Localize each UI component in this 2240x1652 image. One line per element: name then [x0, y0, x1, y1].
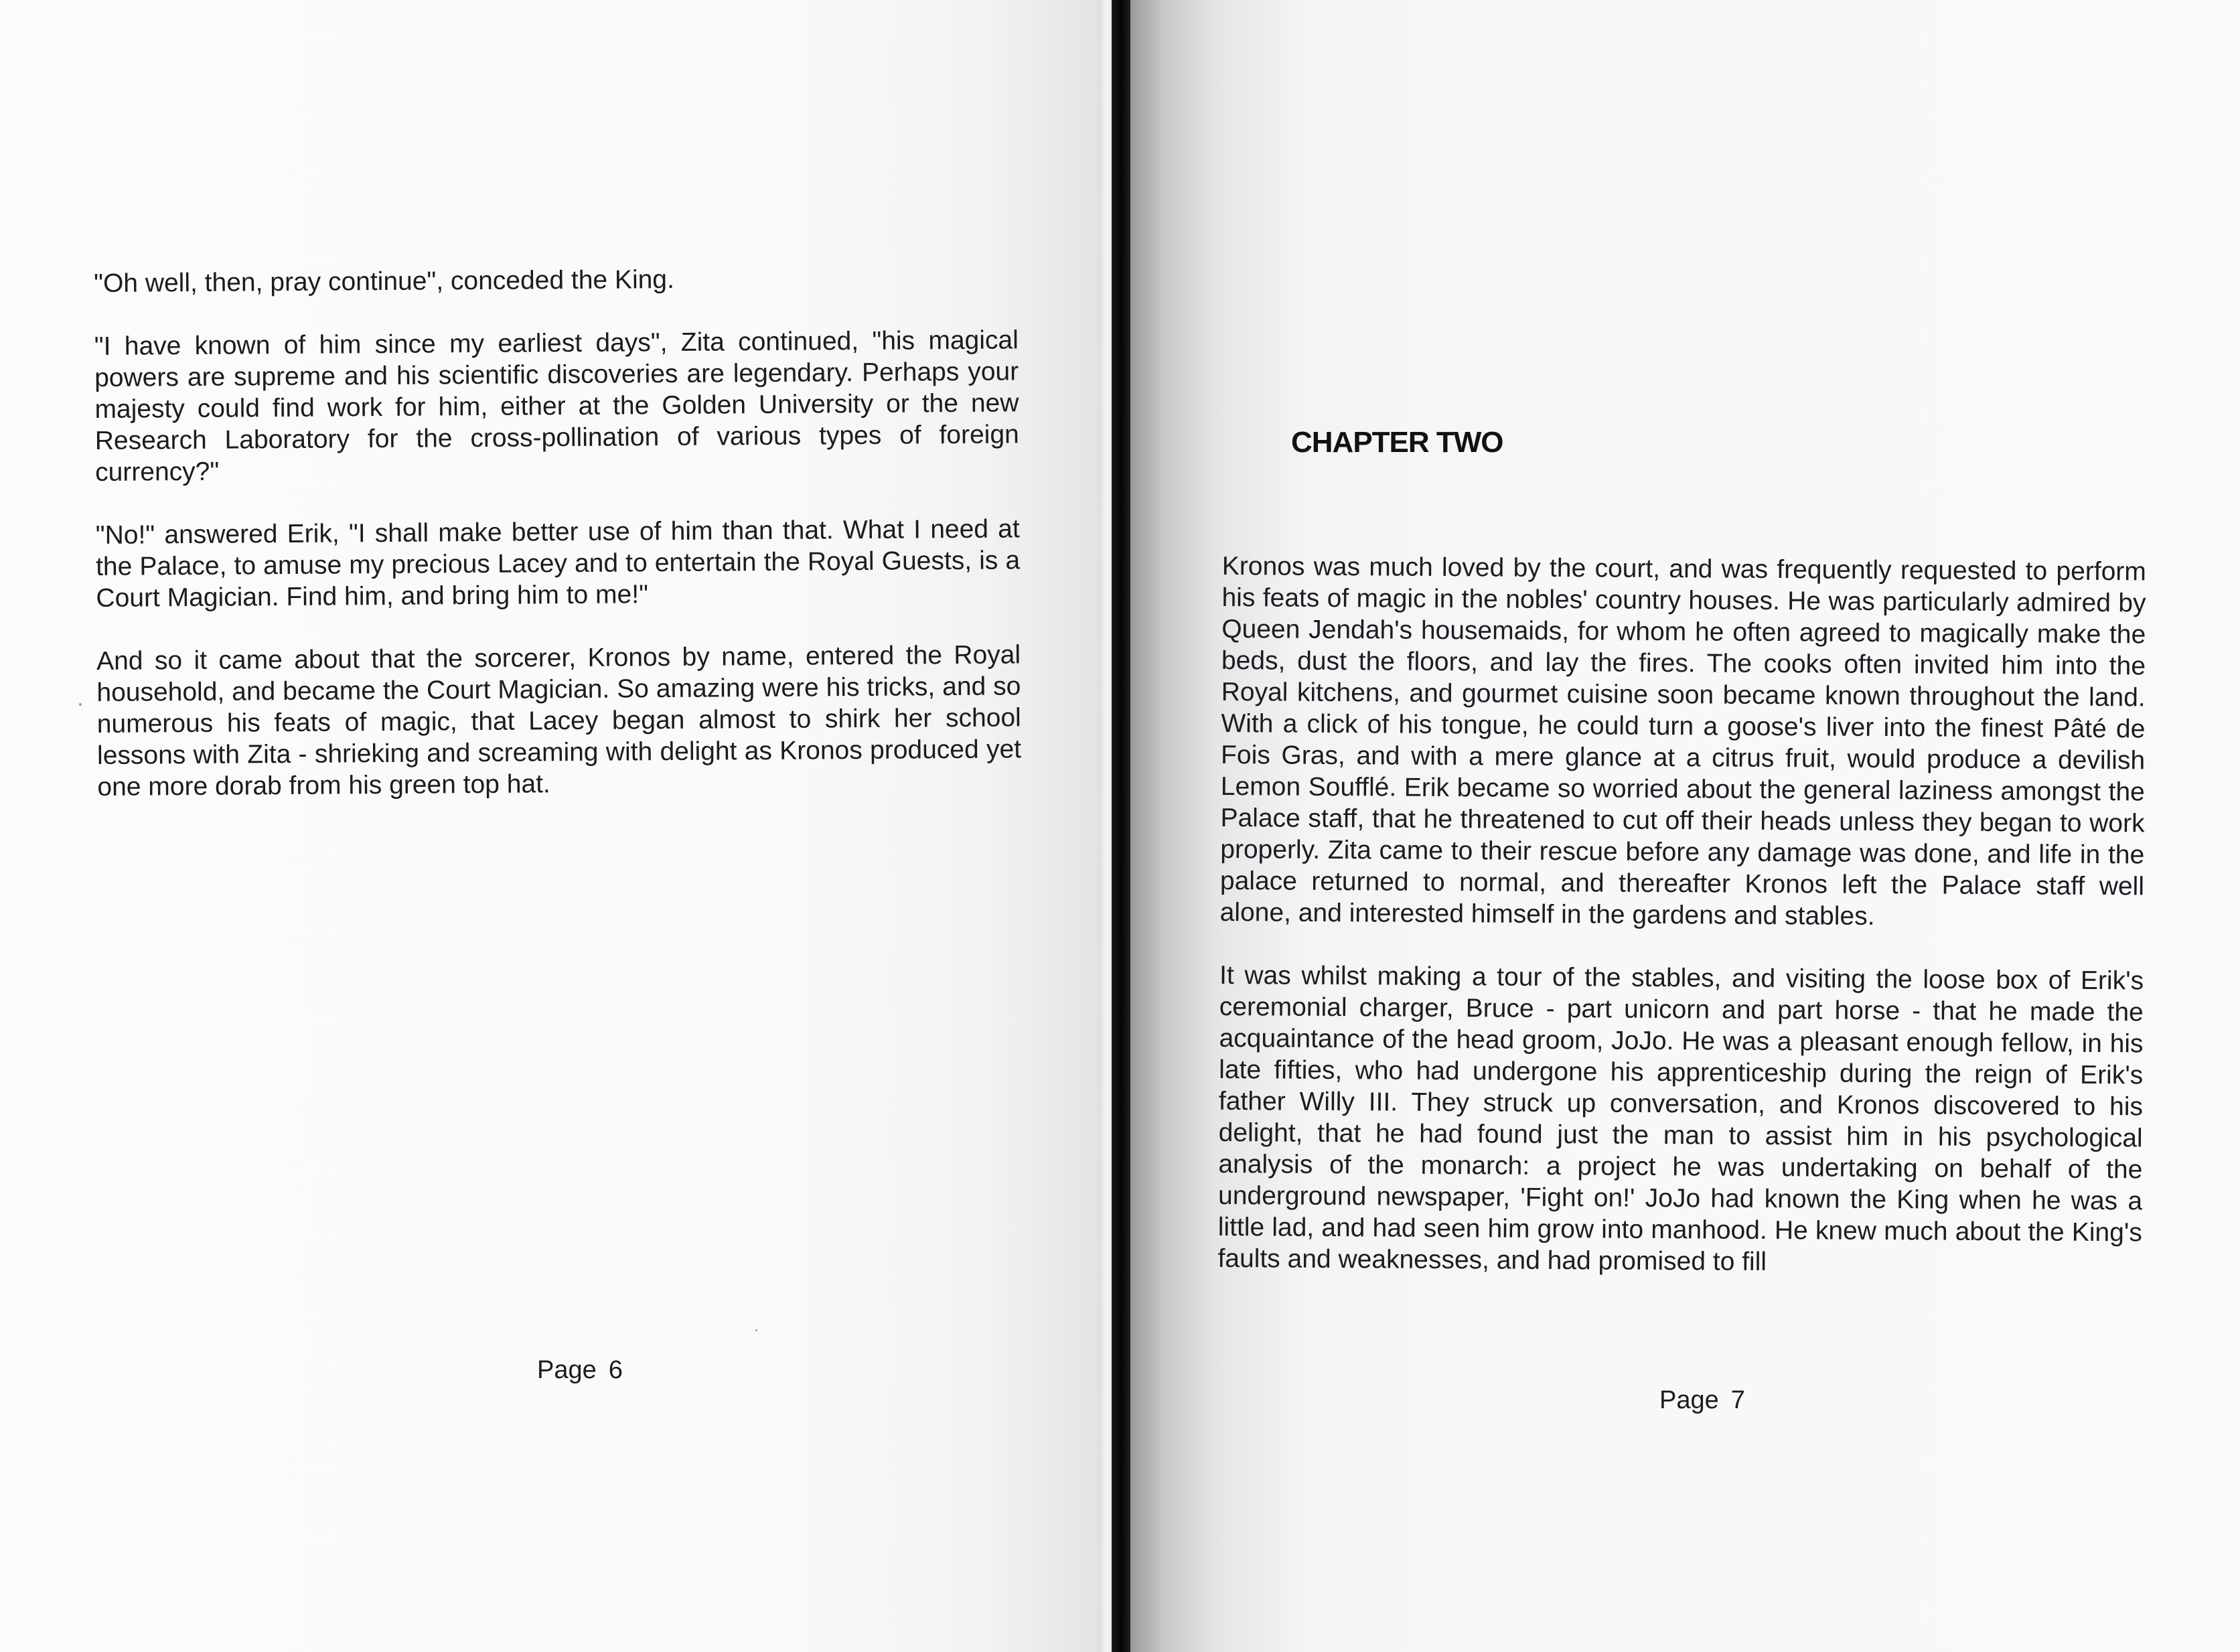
- right-page: [1130, 0, 2240, 1652]
- left-page: [0, 0, 1098, 1652]
- page-label: Page: [537, 1356, 597, 1384]
- paper-speck: [755, 1329, 757, 1331]
- book-spine: [1112, 0, 1130, 1652]
- paragraph: "No!" answered Erik, "I shall make better use of him than that. What I need at the Palace, to amuse my precious Lacey and to entertain the Royal Guests, is a Court Magician. Find him, and bring him to me!": [95, 514, 1021, 613]
- paragraph: "I have known of him since my earliest days", Zita continued, "his magical powers are supreme and his scientific discoveries are legendary. Perhaps your majesty could find work for him, either at the Golden University or the new Research Laboratory for the cross-pollination of various types of foreign currency?": [94, 325, 1019, 487]
- left-page-body: [94, 261, 1022, 803]
- paragraph: And so it came about that the sorcerer, Kronos by name, entered the Royal household, and became the Court Magician. So amazing were his tricks, and so numerous his feats of magic, that Lacey began almost to shirk her school lessons with Zita - shrieking and screaming with delight as Kronos produced yet one more dorab from his green top hat.: [96, 640, 1022, 802]
- paragraph: "Oh well, then, pray continue", conceded the King.: [94, 265, 675, 298]
- paragraph: Kronos was much loved by the court, and was frequently requested to perform his feats of magic in the nobles' country houses. He was particularly admired by Queen Jendah's housemaids, for whom he often agreed to magically make the beds, dust the floors, and lay the fires. The cooks often invited him into the Royal kitchens, and gourmet cuisine soon became known throughout the land. With a click of his tongue, he could turn a goose's liver into the finest Pâté de Fois Gras, and with a mere glance at a citrus fruit, would produce a devilish Lemon Soufflé. Erik became so worried about the general laziness amongst the Palace staff, that he threatened to cut off their heads unless they began to work properly. Zita came to their rescue before any damage was done, and life in the palace returned to normal, and thereafter Kronos left the Palace staff well alone, and interested himself in the gardens and stables.: [1219, 551, 2146, 931]
- paper-speck: [79, 703, 82, 706]
- page-number-left: [537, 1356, 623, 1385]
- paragraph: It was whilst making a tour of the stables, and visiting the loose box of Erik's ceremonial charger, Bruce - part unicorn and part horse - that he made the acquaintance of the head groom, JoJo. He was a pleasant enough fellow, in his late fifties, who had undergone his apprenticeship during the reign of Erik's father Willy III. They struck up conversation, and Kronos discovered to his delight, that he had found just the man to assist him in his psychological analysis of the monarch: a project he was undertaking on behalf of the underground newspaper, 'Fight on!' JoJo had known the King when he was a little lad, and had seen him grow into manhood. He knew much about the King's faults and weaknesses, and had promised to fill: [1217, 960, 2144, 1276]
- page-number-right: [1659, 1386, 1745, 1415]
- page-number-value: 6: [608, 1356, 623, 1384]
- page-label: Page: [1659, 1386, 1719, 1414]
- right-page-body: [1217, 550, 2146, 1280]
- page-number-value: 7: [1730, 1386, 1745, 1414]
- chapter-heading: CHAPTER TWO: [1291, 426, 1503, 459]
